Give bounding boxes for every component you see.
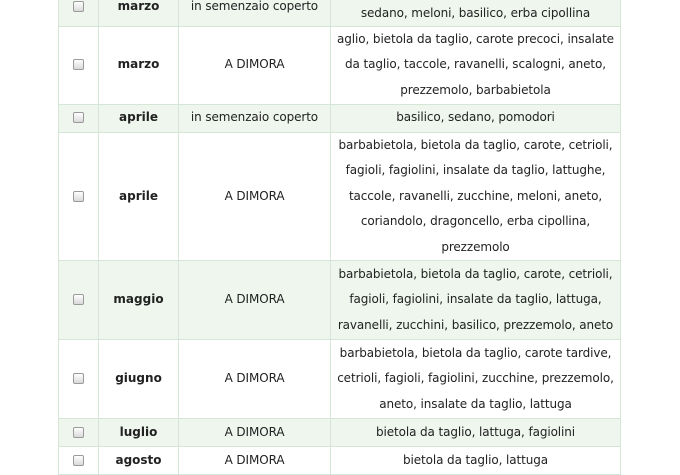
row-checkbox-cell (59, 132, 99, 261)
month-cell: giugno (99, 340, 179, 419)
row-checkbox[interactable] (73, 294, 84, 305)
row-checkbox[interactable] (73, 59, 84, 70)
method-cell: A DIMORA (179, 447, 331, 475)
row-checkbox[interactable] (73, 112, 84, 123)
table-row (59, 104, 621, 132)
month-cell: aprile (99, 104, 179, 132)
table-row (59, 261, 621, 340)
crops-cell: basilico, sedano, pomodori (331, 104, 621, 132)
method-cell: in semenzaio coperto (179, 0, 331, 26)
sowing-calendar-table (58, 0, 621, 475)
method-cell: in semenzaio coperto (179, 104, 331, 132)
month-cell: luglio (99, 419, 179, 447)
table-row (59, 132, 621, 261)
crops-cell: barbabietola, bietola da taglio, carote, cetrioli, fagioli, fagiolini, insalate da taglio, lattuga, ravanelli, zucchini, basilico, prezzemolo, aneto (331, 261, 621, 340)
table-row (59, 0, 621, 26)
row-checkbox-cell (59, 447, 99, 475)
method-cell: A DIMORA (179, 132, 331, 261)
row-checkbox-cell (59, 0, 99, 26)
row-checkbox-cell (59, 340, 99, 419)
row-checkbox-cell (59, 419, 99, 447)
method-cell: A DIMORA (179, 340, 331, 419)
method-cell: A DIMORA (179, 261, 331, 340)
month-cell: maggio (99, 261, 179, 340)
row-checkbox-cell (59, 104, 99, 132)
row-checkbox-cell (59, 261, 99, 340)
row-checkbox[interactable] (73, 1, 84, 12)
row-checkbox-cell (59, 26, 99, 104)
table-row (59, 340, 621, 419)
crops-cell: barbabietola, bietola da taglio, carote tardive, cetrioli, fagioli, fagiolini, zucchine, prezzemolo, aneto, insalate da taglio, lattuga (331, 340, 621, 419)
month-cell: marzo (99, 26, 179, 104)
table-row (59, 447, 621, 475)
crops-cell: aglio, bietola da taglio, carote precoci, insalate da taglio, taccole, ravanelli, scalogni, aneto, prezzemolo, barbabietola (331, 26, 621, 104)
crops-cell: bietola da taglio, lattuga (331, 447, 621, 475)
crops-cell: sedano, meloni, basilico, erba cipollina (331, 0, 621, 26)
method-cell: A DIMORA (179, 26, 331, 104)
month-cell: agosto (99, 447, 179, 475)
month-cell: aprile (99, 132, 179, 261)
method-cell: A DIMORA (179, 419, 331, 447)
crops-cell: bietola da taglio, lattuga, fagiolini (331, 419, 621, 447)
row-checkbox[interactable] (73, 373, 84, 384)
month-cell: marzo (99, 0, 179, 26)
table-row (59, 419, 621, 447)
crops-cell: barbabietola, bietola da taglio, carote, cetrioli, fagioli, fagiolini, insalate da taglio, lattughe, taccole, ravanelli, zucchine, meloni, aneto, coriandolo, dragoncello, erba cipollina, prezzemolo (331, 132, 621, 261)
row-checkbox[interactable] (73, 427, 84, 438)
table-row (59, 26, 621, 104)
row-checkbox[interactable] (73, 191, 84, 202)
row-checkbox[interactable] (73, 455, 84, 466)
